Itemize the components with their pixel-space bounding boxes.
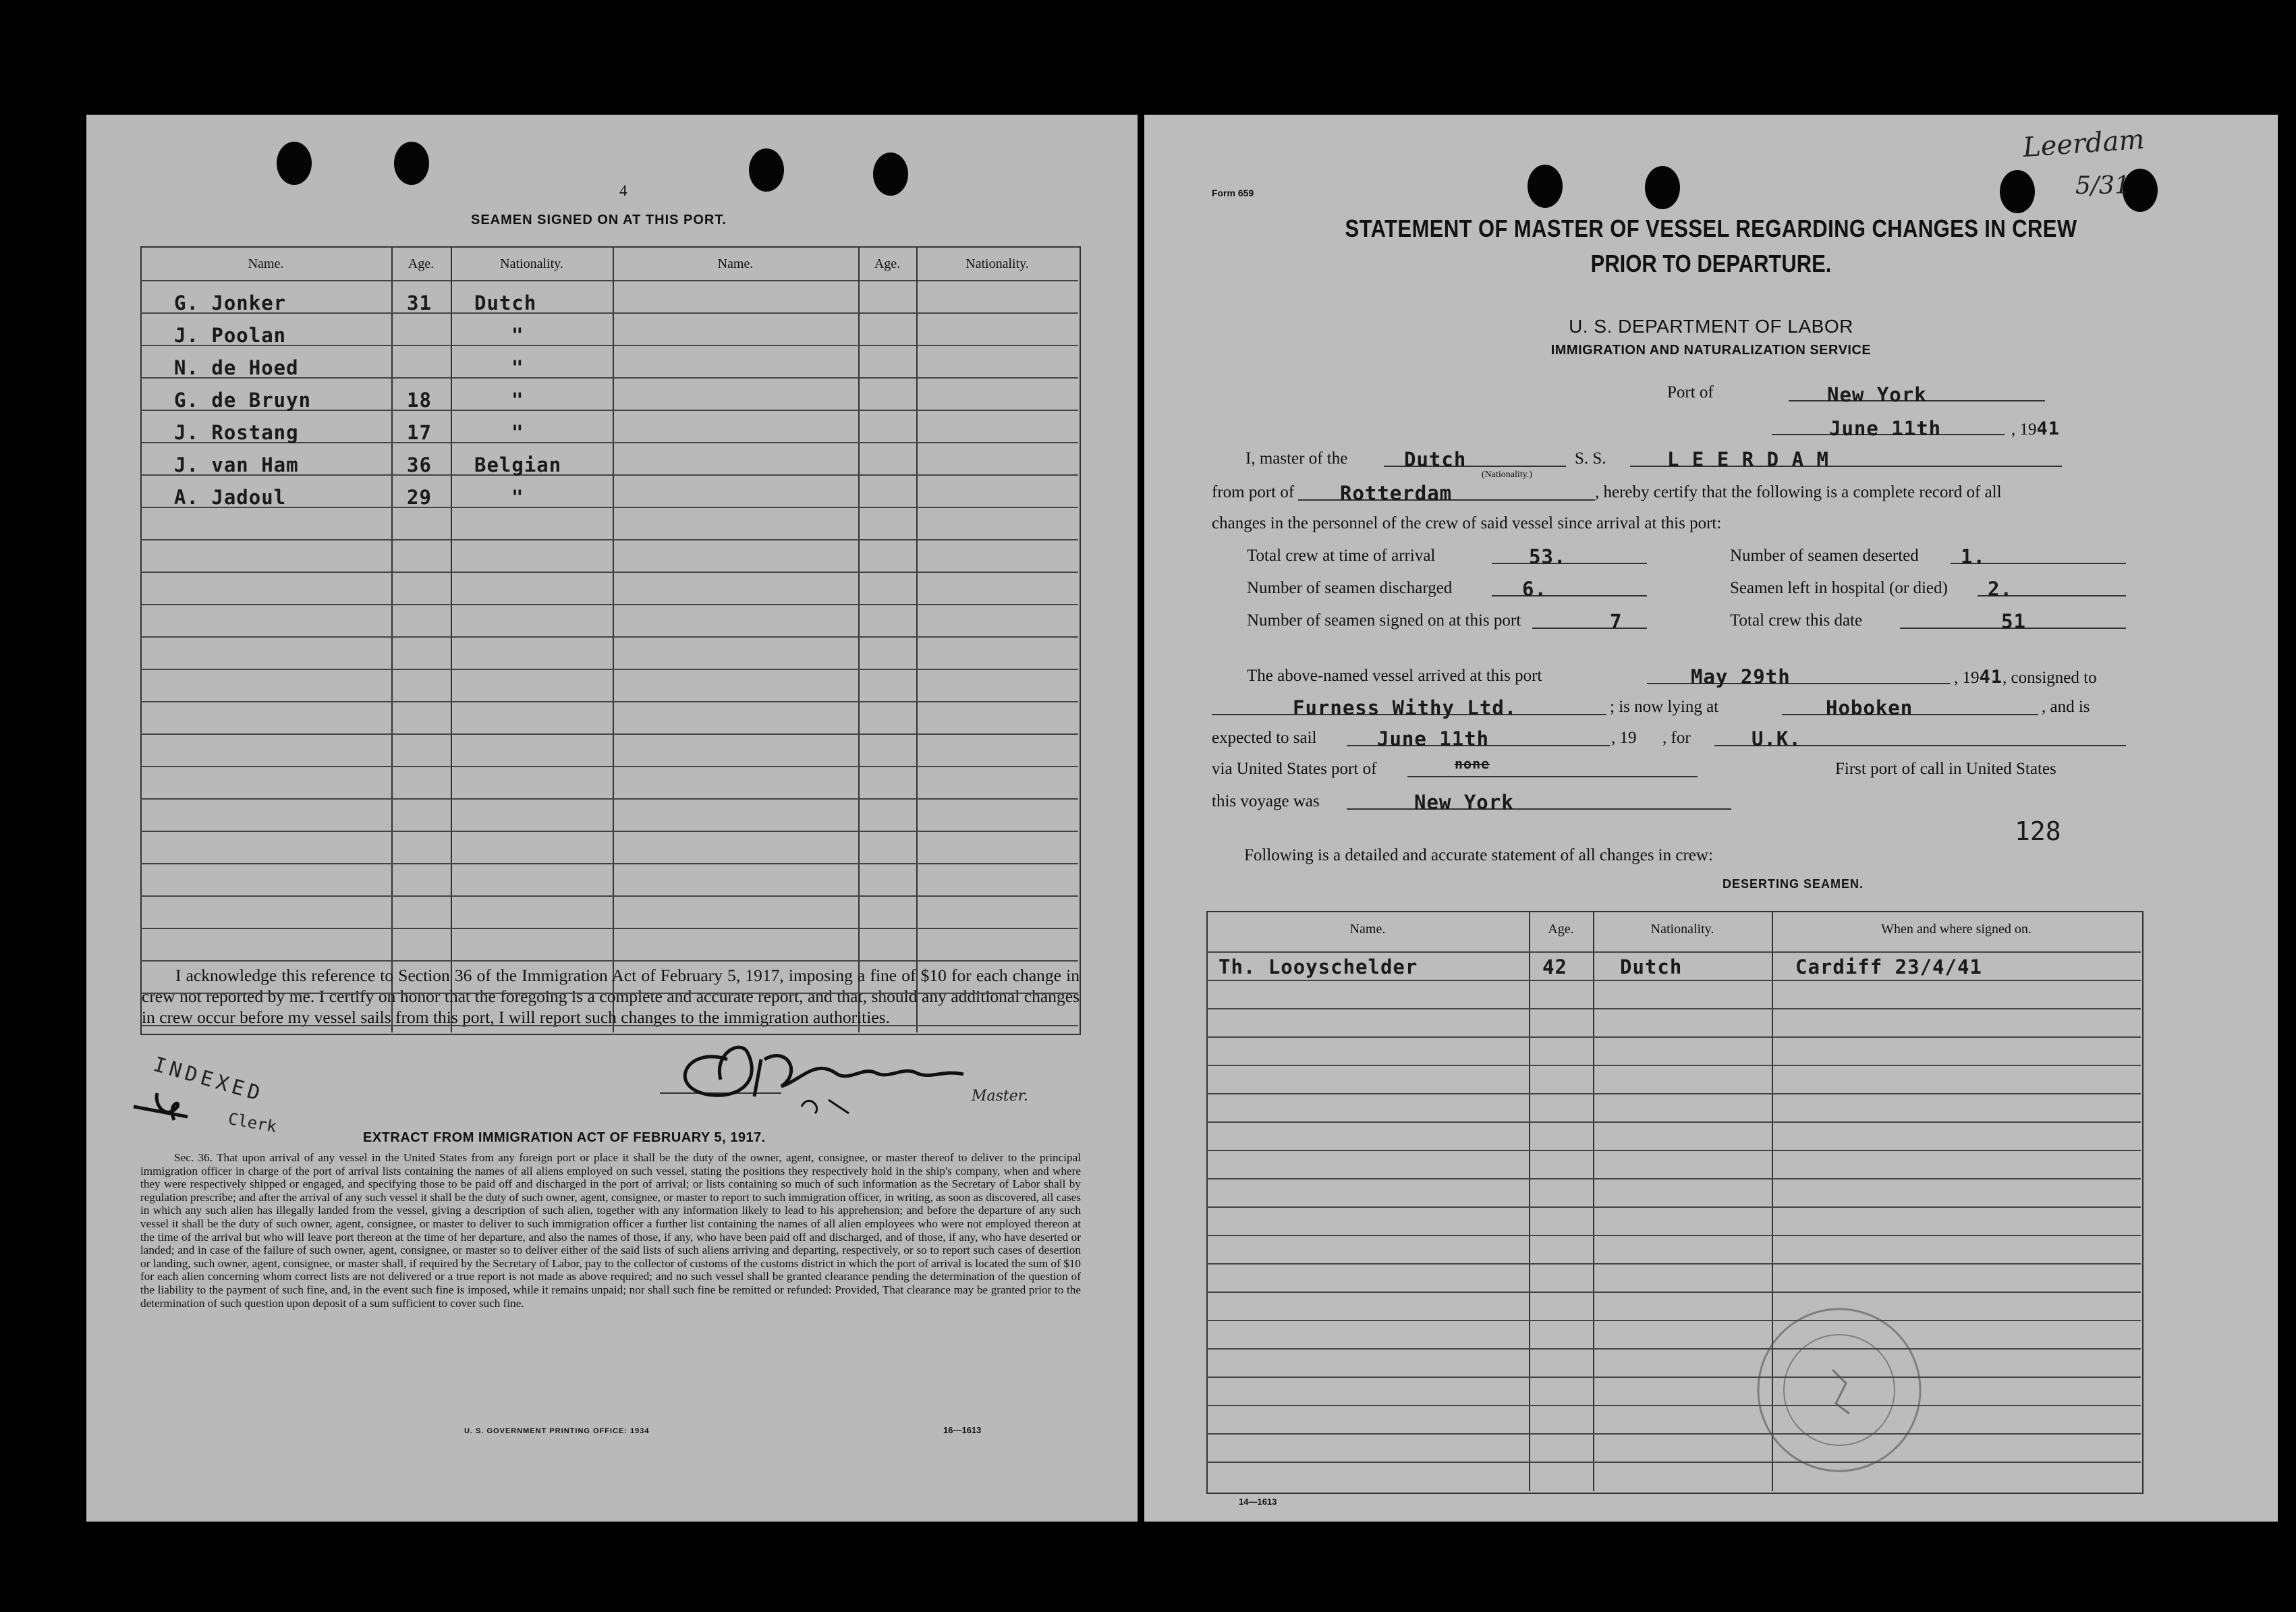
punch-hole	[394, 142, 429, 185]
first-port-value: New York	[1414, 791, 1514, 814]
following-text: Following is a detailed and accurate statement of all changes in crew:	[1244, 846, 1713, 864]
table-row-line	[140, 895, 1078, 897]
desert-col-signed: When and where signed on.	[1881, 922, 2032, 937]
seaman-name: J. Poolan	[174, 324, 287, 347]
ss-label: S. S.	[1575, 449, 1606, 468]
seaman-name: G. Jonker	[174, 291, 287, 314]
table-row-line	[1206, 1462, 2141, 1463]
title-line-1: STATEMENT OF MASTER OF VESSEL REGARDING CHANGES IN CREW	[1345, 215, 2077, 242]
deserter-name: Th. Looyschelder	[1219, 955, 1418, 978]
table-row-line	[140, 831, 1078, 832]
seaman-name: J. Rostang	[174, 421, 299, 444]
lying-at: Hoboken	[1826, 696, 1913, 719]
signed-on-label: Number of seamen signed on at this port	[1247, 611, 1521, 630]
table-row-line	[140, 960, 1078, 962]
vessel-name: L E E R D A M	[1667, 448, 1829, 471]
year-suffix: 41	[2036, 418, 2061, 439]
year-prefix: 19	[2019, 420, 2037, 439]
form-code-left: 16—1613	[943, 1425, 982, 1435]
table-row-line	[140, 993, 1078, 994]
col-header-name: Name.	[248, 256, 284, 271]
nationality-caption: (Nationality.)	[1482, 470, 1532, 480]
seaman-age: 31	[407, 291, 432, 314]
table-row-line	[1206, 1065, 2141, 1066]
official-seal	[1731, 1296, 1947, 1484]
sail-year-prefix: 19	[1619, 729, 1637, 747]
indexed-stamp: INDEXED	[150, 1053, 267, 1107]
deserter-signed-on: Cardiff 23/4/41	[1795, 955, 1982, 978]
table-row-line	[140, 539, 1078, 540]
lying-label: ; is now lying at	[1610, 698, 1719, 716]
desert-col-age: Age.	[1548, 922, 1574, 937]
stamp-number: 128	[2015, 816, 2061, 846]
table-row-line	[1206, 1377, 2141, 1378]
deserted-label: Number of seamen deserted	[1730, 547, 1919, 565]
total-crew-arrival-label: Total crew at time of arrival	[1247, 547, 1436, 565]
extract-title: EXTRACT FROM IMMIGRATION ACT OF FEBRUARY 5, 1917.	[363, 1130, 766, 1145]
section-title: SEAMEN SIGNED ON AT THIS PORT.	[471, 213, 727, 227]
arrived-label: The above-named vessel arrived at this port	[1247, 667, 1542, 685]
first-port-label: First port of call in United States	[1835, 760, 2056, 778]
seaman-age: 29	[407, 486, 432, 509]
table-row-line	[140, 701, 1078, 702]
table-row-line	[1206, 1291, 2141, 1293]
expected-label: expected to sail	[1212, 729, 1317, 747]
seaman-name: A. Jadoul	[174, 486, 287, 509]
punch-hole	[1528, 165, 1563, 208]
from-port-label: from port of	[1212, 483, 1295, 501]
punch-hole	[749, 148, 784, 192]
seaman-name: N. de Hoed	[174, 356, 299, 379]
changes-text: changes in the personnel of the crew of said vessel since arrival at this port:	[1212, 514, 1722, 532]
nationality-value: Dutch	[1404, 448, 1467, 471]
table-row-line	[1206, 1178, 2141, 1179]
deserter-age: 42	[1542, 955, 1567, 978]
discharged-label: Number of seamen discharged	[1247, 579, 1453, 597]
seaman-nationality: "	[511, 356, 524, 379]
table-row-line	[140, 766, 1078, 767]
seaman-name: J. van Ham	[174, 453, 299, 476]
via-label: via United States port of	[1212, 760, 1377, 778]
deserted-value: 1.	[1961, 545, 1986, 568]
form-number: Form 659	[1212, 188, 1254, 198]
title-line-2: PRIOR TO DEPARTURE.	[1590, 250, 1832, 277]
seaman-nationality: "	[511, 421, 524, 444]
handwritten-note: Leerdam	[2021, 123, 2146, 164]
deserter-nationality: Dutch	[1620, 955, 1683, 978]
certify-text: , hereby certify that the following is a complete record of all	[1595, 483, 2002, 501]
col-header-age-2: Age.	[874, 256, 901, 271]
table-row-line	[1206, 1036, 2141, 1038]
col-header-age: Age.	[408, 256, 435, 271]
clerk-stamp: Clerk	[227, 1109, 279, 1137]
table-row-line	[1206, 1405, 2141, 1406]
printer-line: U. S. GOVERNMENT PRINTING OFFICE: 1934	[464, 1427, 650, 1435]
col-header-nationality: Nationality.	[500, 256, 563, 271]
table-row-line	[140, 798, 1078, 800]
acknowledgement-text: I acknowledge this reference to Section 36 of the Immigration Act of February 5, 1917, imposing a fine of $10 for each change in crew not reported by me. I certify on honor that the foregoing is a complete and accurate report, and that, should any additional changes in crew occur before my vessel sails from this port, I will report such changes to the immigration authorities.	[142, 966, 1080, 1027]
via-value: none	[1455, 756, 1490, 772]
table-row-line	[1206, 1263, 2141, 1264]
for-label: , for	[1662, 729, 1691, 747]
seaman-nationality: "	[511, 486, 524, 509]
punch-hole	[2000, 170, 2035, 213]
punch-hole	[277, 142, 312, 185]
and-is: , and is	[2042, 698, 2090, 716]
table-row-line	[1206, 1008, 2141, 1009]
table-row-line	[140, 572, 1078, 573]
seaman-nationality: "	[511, 324, 524, 347]
col-header-name-2: Name.	[717, 256, 754, 271]
service: IMMIGRATION AND NATURALIZATION SERVICE	[1550, 343, 1872, 358]
page-number: 4	[619, 182, 627, 199]
seaman-age: 17	[407, 421, 432, 444]
punch-hole	[873, 152, 908, 196]
date-value: June 11th	[1829, 417, 1942, 440]
master-signature	[646, 1032, 1051, 1127]
table-row-line	[1206, 980, 2141, 981]
table-row-line	[1206, 1206, 2141, 1208]
table-row-line	[1206, 1093, 2141, 1094]
master-of-label: I, master of the	[1245, 449, 1348, 468]
arrived-year: 41	[1979, 667, 2003, 688]
consignee: Furness Withy Ltd.	[1293, 696, 1517, 719]
table-row-line	[140, 733, 1078, 735]
desert-col-nationality: Nationality.	[1650, 922, 1714, 937]
voyage-label: this voyage was	[1212, 792, 1320, 810]
deserting-title: DESERTING SEAMEN.	[1722, 877, 1864, 891]
department: U. S. DEPARTMENT OF LABOR	[1569, 316, 1853, 337]
deserting-table	[1206, 911, 2144, 1494]
left-page	[86, 115, 1138, 1522]
port-label: Port of	[1667, 383, 1714, 401]
punch-hole	[1645, 166, 1680, 209]
from-port-value: Rotterdam	[1340, 482, 1453, 505]
right-page: Leerdam 5/31 Form 659 STATEMENT OF MASTER OF VESSEL REGARDING CHANGES IN CREW PRIOR TO DEPARTURE. U. S. DEPARTMENT OF LABOR IMMIGRATION AND NATURALIZATION SERVICE Port of New York June 11th , 1941 I, master of the Dutch S. S. L E E R D A M (Nationality.) from port of Rotterdam , hereby certify that the following is a complete record of all changes in the personnel of the crew of said vessel since arrival at this port: Total crew at time of arrival 53. Number of seamen deserted 1. Number of seamen discharged 6. Seamen left in hospital (or died) 2. Number of seamen signed on at this port 7 Total crew this date 51 The above-named vessel arrived at this port May 29th , 1941, consigned to Furness Withy Ltd. ; is now lying at Hoboken , and is expected to sail June 11th , 19 , for U.K. via United States port of none First port of call in United States this voyage was New York 128 Following is a detailed and accurate statement of all changes in crew: DESERTING SEAMEN. Name. Age. Nationality. When and where signed on. 14—1613 Th. Looyschelder 42 Dutch Cardiff 23/4/41	[1144, 115, 2278, 1522]
table-row-line	[1206, 1121, 2141, 1123]
table-row-line	[1206, 1150, 2141, 1151]
table-row-line	[140, 636, 1078, 638]
master-label: Master.	[972, 1088, 1028, 1105]
table-row-line	[140, 669, 1078, 670]
seaman-nationality: Dutch	[474, 291, 537, 314]
discharged-value: 6.	[1522, 578, 1547, 601]
table-row-line	[140, 863, 1078, 864]
table-row-line	[1206, 1348, 2141, 1350]
table-row-line	[1206, 1320, 2141, 1321]
total-today-label: Total crew this date	[1730, 611, 1863, 630]
table-row-line	[1206, 1235, 2141, 1236]
form-code-right: 14—1613	[1239, 1497, 1277, 1507]
seaman-name: G. de Bruyn	[174, 389, 312, 412]
port-value: New York	[1827, 383, 1927, 406]
table-row-line	[140, 928, 1078, 929]
total-today-value: 51	[2001, 610, 2026, 633]
consigned-label: , consigned to	[2003, 669, 2097, 687]
seaman-age: 36	[407, 453, 432, 476]
table-row-line	[140, 604, 1078, 605]
handwritten-number: 5/31	[2075, 172, 2130, 200]
destination: U.K.	[1752, 727, 1801, 750]
extract-text: Sec. 36. That upon arrival of any vessel in the United States from any foreign port or place it shall be the duty of the owner, agent, consignee, or master thereof to deliver to the principal immigration officer in charge of the port of arrival lists containing the names of all aliens employed on such vessel, stating the positions they respectively hold in the ship's company, when and where they were respectively shipped or engaged, and specifying those to be paid off and discharged in the port of arrival; or lists containing so much of such information as the Secretary of Labor shall by regulation prescribe; and after the arrival of any such vessel it shall be the duty of such owner, agent, consignee, or master to report to such immigration officer, in writing, as soon as discovered, all cases in which any such alien has illegally landed from the vessel, giving a description of such alien, together with any information likely to lead to his apprehension; and before the departure of any such vessel it shall be the duty of such owner, agent, consignee, or master to deliver to such immigration officer a further list containing the names of all alien employees who were not employed thereon at the time of the arrival but who will leave port thereon at the time of her departure, and also the names of those, if any, who have been paid off and discharged, and of those, if any, who have deserted or landed; and in case of the failure of such owner, agent, consignee, or master so to deliver either of the said lists of such aliens arriving and departing, respectively, or so to report such cases of desertion or landing, such owner, agent, consignee, or master shall, if required by the Secretary of Labor, pay to the collector of customs of the customs district in which the port of arrival is located the sum of $10 for each alien concerning whom correct lists are not delivered or a true report is not made as above required; and no such vessel shall be granted clearance pending the determination of the question of the liability to the payment of such fine, and, in the event such fine is imposed, while it remains unpaid; nor shall such fine be remitted or refunded: Provided, That clearance may be granted prior to the determination of such question upon deposit of a sum sufficient to cover such fine.	[140, 1151, 1081, 1310]
seaman-nationality: Belgian	[474, 453, 562, 476]
hospital-value: 2.	[1988, 578, 2013, 601]
table-row-line	[140, 1025, 1078, 1026]
arrived-date: May 29th	[1691, 665, 1791, 688]
total-crew-arrival: 53.	[1529, 545, 1567, 568]
seaman-nationality: "	[511, 389, 524, 412]
seaman-age: 18	[407, 389, 432, 412]
desert-col-name: Name.	[1349, 922, 1386, 937]
table-row-line	[1206, 1433, 2141, 1435]
sail-date: June 11th	[1377, 727, 1490, 750]
hospital-label: Seamen left in hospital (or died)	[1730, 579, 1948, 597]
signed-on-value: 7	[1610, 610, 1623, 633]
col-header-nationality-2: Nationality.	[965, 256, 1029, 271]
